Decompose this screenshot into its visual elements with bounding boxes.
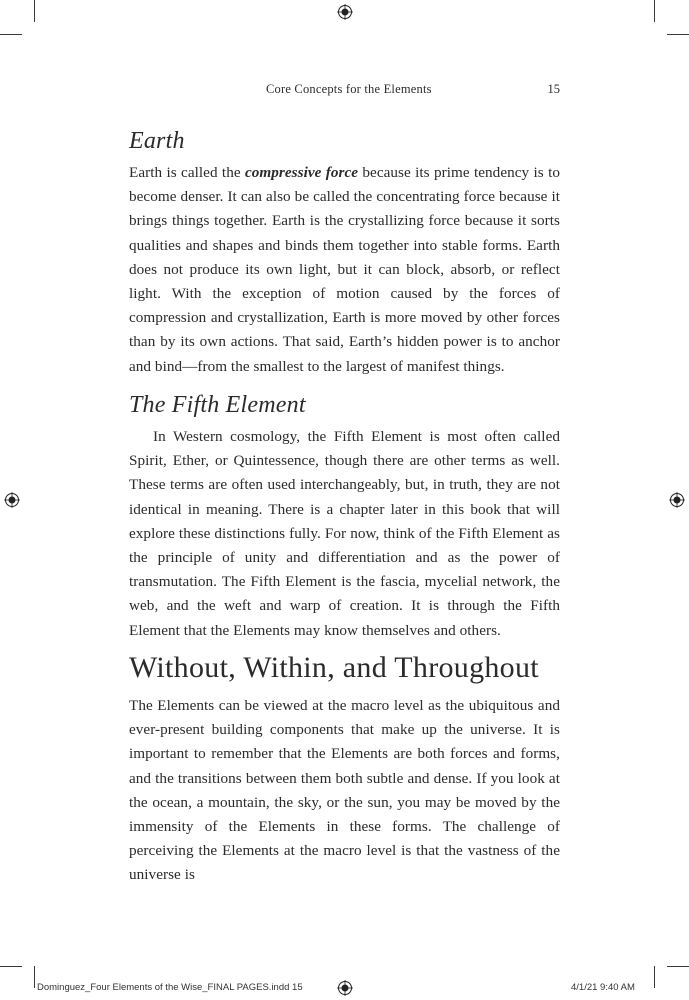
crop-mark	[34, 0, 35, 22]
section-fifth-element	[129, 390, 560, 420]
earth-body	[129, 161, 560, 379]
registration-mark-icon	[4, 492, 20, 508]
registration-mark-icon	[337, 980, 353, 996]
paragraph-text: because its prime tendency is to become denser. It can also be called the concentrating force because it brings things together. Earth is the crystallizing force because it sorts qualities and shapes and binds them together into stable forms. Earth does not produce its own light, but it can block, absorb, or reflect light. With the exception of motion caused by the forces of compression and crystallization, Earth is more moved by other forces than by its own actions. That said, Earth’s hidden power is to anchor and bind—from the smallest to the largest of manifest things.	[129, 164, 560, 375]
crop-mark	[654, 966, 655, 988]
crop-mark	[667, 966, 689, 967]
section-without-within	[129, 650, 560, 686]
chapter-section-heading: Without, Within, and Throughout	[129, 651, 539, 684]
fifth-element-body	[129, 425, 560, 643]
without-within-body	[129, 694, 560, 888]
print-slug-date: 4/1/21 9:40 AM	[571, 982, 635, 993]
paragraph: The Elements can be viewed at the macro level as the ubiquitous and ever-present building components that make up the universe. It is important to remember that the Elements are both forces and forms, and the transitions between them both subtle and dense. If you look at the ocean, a mountain, the sky, or the sun, you may be moved by the immensity of the Elements in these forms. The challenge of perceiving the Elements at the macro level is that the vastness of the universe is	[129, 697, 560, 884]
crop-mark	[654, 0, 655, 22]
running-head-title: Core Concepts for the Elements	[266, 82, 432, 96]
section-heading: The Fifth Element	[129, 392, 306, 418]
running-head	[0, 82, 689, 102]
paragraph	[129, 161, 560, 379]
paragraph-text: Earth is called the	[129, 164, 245, 181]
paragraph: In Western cosmology, the Fifth Element is most often called Spirit, Ether, or Quintessence, though there are other terms as well. These terms are often used interchangeably, but, in truth, they are not identical in meaning. There is a chapter later in this book that will explore these distinctions fully. For now, think of the Fifth Element as the principle of unity and differentiation and as the power of transmutation. The Fifth Element is the fascia, mycelial network, the web, and the weft and warp of creation. It is through the Fifth Element that the Elements may know themselves and others.	[129, 428, 560, 639]
crop-mark	[0, 966, 22, 967]
crop-mark	[667, 34, 689, 35]
page-number: 15	[547, 82, 560, 96]
section-earth	[129, 126, 560, 156]
crop-mark	[34, 966, 35, 988]
registration-mark-icon	[337, 4, 353, 20]
section-heading: Earth	[129, 128, 185, 154]
print-slug-file: Dominguez_Four Elements of the Wise_FINAL PAGES.indd 15	[37, 982, 303, 993]
emphasis-term: compressive force	[244, 164, 359, 181]
crop-mark	[0, 34, 22, 35]
registration-mark-icon	[669, 492, 685, 508]
